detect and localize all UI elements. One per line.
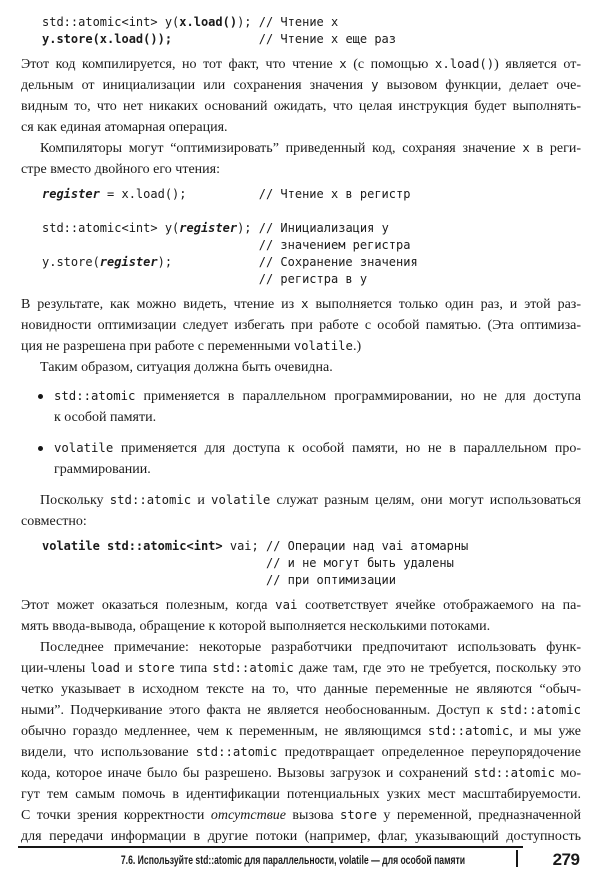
inline-code-text: x [339, 57, 347, 71]
body-text: (с помощью [346, 57, 435, 72]
body-text: видели, что использование [21, 745, 196, 760]
text-line [21, 700, 581, 721]
body-text: выполняется только один раз, и этой раз- [308, 297, 582, 312]
body-text: дельным от инициализации или сохранения значения [21, 78, 372, 93]
body-text: у переменной, предназначенной [377, 808, 582, 823]
body-text: Последнее примечание: некоторые разработчики предпочитают использовать функ- [40, 640, 581, 655]
body-text: вызова [286, 808, 340, 823]
page-footer [0, 846, 600, 886]
text-line [54, 407, 581, 428]
inline-code-text: load [90, 661, 121, 675]
body-text: и [120, 661, 138, 676]
body-text: Таким образом, ситуация должна быть очевидна. [40, 360, 333, 375]
inline-code-text: x [301, 297, 309, 311]
bullet-list-usage [21, 386, 581, 480]
text-line [21, 679, 581, 700]
text-line [54, 438, 581, 459]
inline-code-text: x.load() [434, 57, 495, 71]
paragraph-situation [21, 357, 581, 378]
text-line [21, 742, 581, 763]
body-text: видным то, что нет никаких оснований ожидать, что целая инструкция будет выполнять- [21, 99, 581, 114]
paragraph-vai-usage [21, 595, 581, 637]
inline-code-text: volatile [211, 493, 271, 507]
text-line [42, 572, 581, 589]
inline-code-text: vai [275, 598, 298, 612]
body-text: Этот может оказаться полезным, когда [21, 598, 276, 613]
code-block-volatile-atomic [42, 538, 581, 589]
text-line [42, 31, 581, 48]
body-text: ции-члены [21, 661, 91, 676]
text-line [21, 784, 581, 805]
inline-code-text: register [179, 221, 238, 235]
text-line [21, 357, 581, 378]
inline-code-text: volatile [293, 339, 353, 353]
inline-code-text: y.store(x.load()); [42, 32, 173, 46]
text-line [42, 203, 581, 220]
inline-code-text: register [99, 255, 158, 269]
body-text: типа [174, 661, 213, 676]
body-text: std::atomic<int> y( [42, 221, 180, 235]
paragraph-together [21, 490, 581, 532]
body-text: // и не могут быть удалены [42, 556, 454, 570]
text-line [42, 271, 581, 288]
body-text: стре вместо двойного его чтения: [21, 162, 220, 177]
inline-code-text: std::atomic [427, 724, 510, 738]
text-line [21, 336, 581, 357]
body-text: кода, которое иначе было бы разрешено. Вызовы загрузок и сохранений [21, 766, 474, 781]
text-line [21, 315, 581, 336]
body-text: и [191, 493, 212, 508]
body-text: ) является от- [494, 57, 581, 72]
body-text: новидности оптимизации следует избегать при работе с особой памятью. (Эта оптимиза- [21, 318, 581, 333]
text-line [42, 186, 581, 203]
text-line [21, 658, 581, 679]
inline-code-text: volatile std::atomic<int> [42, 539, 223, 553]
text-line [42, 220, 581, 237]
body-text: в реги- [529, 141, 581, 156]
footer-divider [516, 850, 518, 867]
paragraph-compiles [21, 54, 581, 138]
text-line [42, 555, 581, 572]
body-text: С точки зрения корректности [21, 808, 211, 823]
body-text: к особой памяти. [54, 410, 157, 425]
body-text: ция не разрешена при работе с переменными [21, 339, 294, 354]
body-text: Этот код компилируется, но тот факт, что чтение [21, 57, 340, 72]
paragraph-compilers-optimize [21, 138, 581, 180]
inline-code-text: std::atomic [212, 661, 294, 675]
inline-code-text: store [137, 661, 175, 675]
body-text: // значением регистра [42, 238, 411, 252]
inline-code-text: x [522, 141, 530, 155]
body-text: ); // Сохранение значения [157, 255, 418, 269]
text-line [21, 721, 581, 742]
paragraph-result [21, 294, 581, 357]
body-text: .) [352, 339, 362, 354]
inline-code-text: std::atomic [195, 745, 278, 759]
inline-code-text: volatile [54, 441, 114, 455]
text-line [21, 96, 581, 117]
body-text: мять ввода-вывода, обращение к которой выполняется несколькими потоками. [21, 619, 491, 634]
text-line [42, 254, 581, 271]
footer-section-title-text: 7.6. Используйте std::atomic для параллельности, volatile — для особой памяти [120, 853, 465, 867]
body-text: предотвращает определенное переупорядочение [277, 745, 581, 760]
body-text: обычно гораздо медленнее, чем к переменным, не являющимся [21, 724, 428, 739]
inline-code-text: register [42, 187, 100, 201]
inline-code-text: std::atomic [109, 493, 192, 507]
body-text: , и мы уже [509, 724, 581, 739]
text-line [42, 538, 581, 555]
body-text: Компиляторы могут “оптимизировать” приведенный код, сохраняя значение [40, 141, 523, 156]
inline-code-text: x.load() [179, 15, 238, 29]
bullet-icon [38, 446, 43, 451]
list-item [21, 386, 581, 428]
body-text: совместно: [21, 514, 87, 529]
inline-code-text: y [371, 78, 379, 92]
text-line [21, 75, 581, 96]
body-text: // Чтение x еще раз [172, 32, 397, 46]
footer-section-title [0, 853, 465, 867]
footer-rule [18, 846, 523, 848]
body-text: вызовом функции, делает оче- [378, 78, 581, 93]
body-text: четко указывает в исходном тексте на то, что данные переменные не являются “обыч- [21, 682, 581, 697]
body-text: даже там, где это не требуется, поскольку это [293, 661, 581, 676]
body-text: Поскольку [40, 493, 110, 508]
text-line [21, 159, 581, 180]
text-line [42, 237, 581, 254]
text-line [21, 826, 581, 847]
text-line [42, 14, 581, 31]
body-text: применяется в параллельном программировании, но не для доступа [135, 389, 581, 404]
text-line [21, 294, 581, 315]
body-text: // регистра в y [42, 272, 368, 286]
body-text: гут тем самым помочь в идентификации потенциальных узких мест масштабируемости. [21, 787, 581, 802]
text-line [21, 54, 581, 75]
text-line [54, 386, 581, 407]
text-line [21, 511, 581, 532]
page-number: 279 [552, 850, 580, 869]
body-text: В результате, как можно видеть, чтение из [21, 297, 302, 312]
inline-code-text: store [339, 808, 377, 822]
list-item [21, 438, 581, 480]
text-line [21, 616, 581, 637]
text-line [21, 805, 581, 826]
body-text: std::atomic<int> y( [42, 15, 180, 29]
body-text: = x.load(); // Чтение x в регистр [99, 187, 411, 201]
inline-code-text: std::atomic [473, 766, 556, 780]
paragraph-final-note [21, 637, 581, 847]
text-line [21, 117, 581, 138]
text-line [21, 595, 581, 616]
body-text: ными”. Подчеркивание этого факта не является необоснованным. Доступ к [21, 703, 500, 718]
text-line [21, 490, 581, 511]
text-line [21, 637, 581, 658]
body-text: применяется для доступа к особой памяти, но не в параллельном про- [113, 441, 581, 456]
body-text: y.store( [42, 255, 100, 269]
body-text: ); // Чтение x [237, 15, 339, 29]
body-text: vai; // Операции над vai атомарны [222, 539, 469, 553]
body-text: // при оптимизации [42, 573, 397, 587]
code-block-atomic-read [42, 14, 581, 48]
text-line [21, 138, 581, 159]
emphasis-text: отсутствие [210, 808, 286, 823]
bullet-icon [38, 394, 43, 399]
body-text: служат разным целям, они могут использоваться [270, 493, 581, 508]
text-line [54, 459, 581, 480]
code-block-register [42, 186, 581, 288]
body-text: мо- [555, 766, 581, 781]
page-content [21, 8, 581, 847]
body-text: соответствует ячейке отображаемого на па- [297, 598, 581, 613]
body-text: граммировании. [54, 462, 151, 477]
text-line [21, 763, 581, 784]
body-text: ся как единая атомарная операция. [21, 120, 228, 135]
body-text: ); // Инициализация y [237, 221, 389, 235]
inline-code-text: std::atomic [499, 703, 581, 717]
inline-code-text: std::atomic [54, 389, 136, 403]
body-text: для передачи информации в другие потоки (например, флаг, указывающий доступность [21, 829, 581, 844]
